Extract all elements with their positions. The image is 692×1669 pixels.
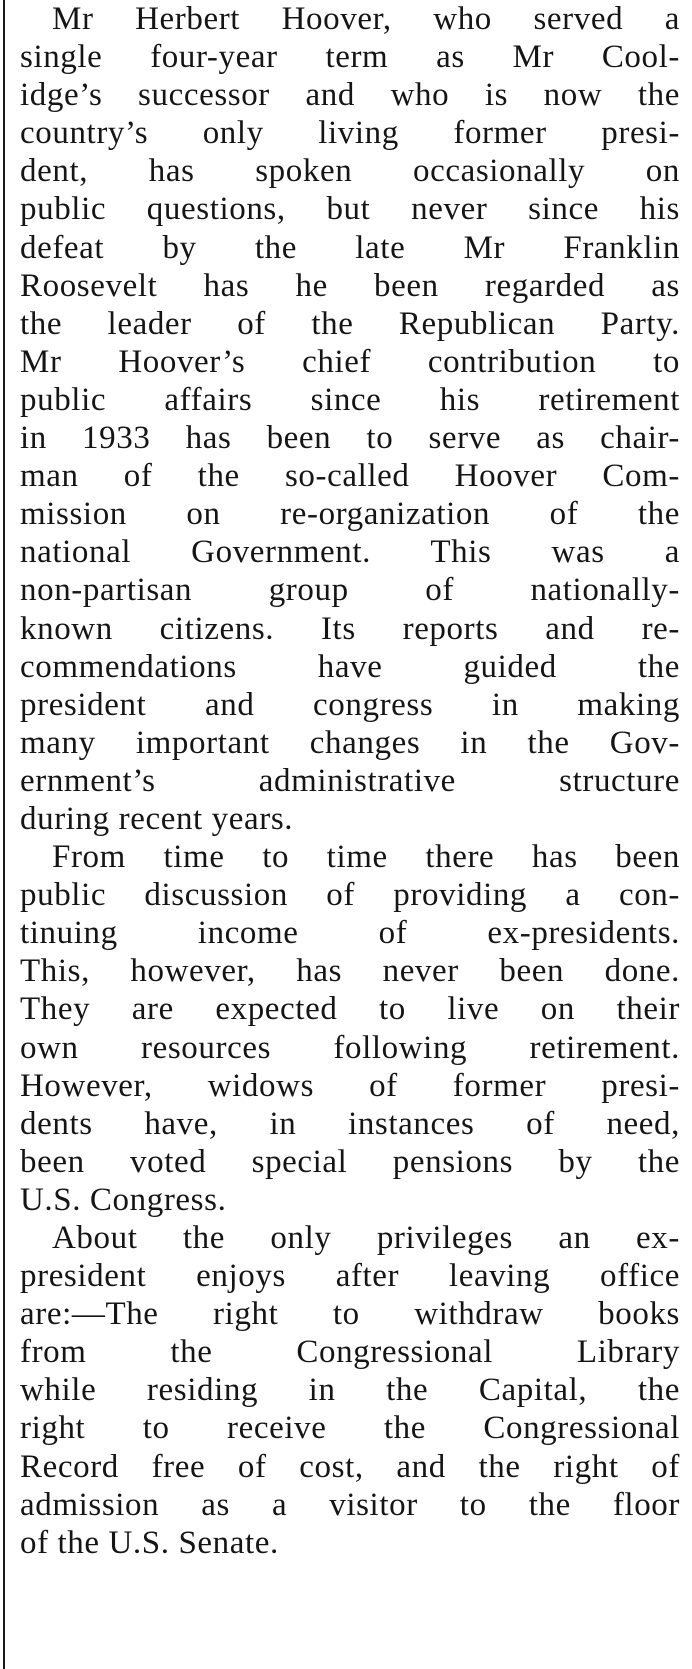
text-line: known citizens. Its reports and re- (20, 610, 680, 647)
text-line: Record free of cost, and the right of (20, 1448, 680, 1485)
text-line: own resources following retirement. (20, 1029, 680, 1066)
text-line: They are expected to live on their (20, 991, 680, 1028)
text-line: ernment’s administrative structure (20, 762, 680, 799)
text-line: during recent years. (20, 800, 294, 837)
text-line: right to receive the Congressional (20, 1410, 680, 1447)
text-line: mission on re-organization of the (20, 496, 680, 533)
text-line: public affairs since his retirement (20, 381, 680, 418)
text-line: single four-year term as Mr Cool- (20, 39, 680, 76)
text-line: Mr Hoover’s chief contribution to (20, 343, 680, 380)
text-line: This, however, has never been done. (20, 953, 680, 990)
text-line: are:—The right to withdraw books (20, 1296, 680, 1333)
text-line: been voted special pensions by the (20, 1143, 680, 1180)
article-body (20, 0, 680, 1562)
text-line: defeat by the late Mr Franklin (20, 229, 680, 266)
text-line: non-partisan group of nationally- (20, 572, 680, 609)
text-line: in 1933 has been to serve as chair- (20, 420, 680, 457)
text-line: national Government. This was a (20, 534, 680, 571)
text-line: commendations have guided the (20, 648, 680, 685)
text-line: admission as a visitor to the floor (20, 1486, 680, 1523)
text-line: public discussion of providing a con- (20, 877, 680, 914)
text-line: About the only privileges an ex- (52, 1220, 680, 1256)
text-line: while residing in the Capital, the (20, 1372, 680, 1409)
text-line: from the Congressional Library (20, 1334, 680, 1371)
text-line: U.S. Congress. (20, 1181, 227, 1218)
paragraph-pensions (20, 838, 680, 1219)
text-line: dent, has spoken occasionally on (20, 153, 680, 190)
text-line: president enjoys after leaving office (20, 1258, 680, 1295)
text-line: public questions, but never since his (20, 191, 680, 228)
text-line: Mr Herbert Hoover, who served a (52, 1, 680, 37)
text-line: president and congress in making (20, 686, 680, 723)
paragraph-privileges (20, 1219, 680, 1562)
text-line: From time to time there has been (52, 839, 680, 876)
text-line: However, widows of former presi- (20, 1067, 680, 1104)
text-line: many important changes in the Gov- (20, 724, 680, 761)
text-line: tinuing income of ex-presidents. (20, 915, 680, 952)
column-rule (3, 0, 5, 1669)
text-line: idge’s successor and who is now the (20, 77, 680, 114)
text-line: Roosevelt has he been regarded as (20, 267, 680, 304)
text-line: country’s only living former presi- (20, 115, 680, 152)
text-line: dents have, in instances of need, (20, 1105, 680, 1142)
text-line: of the U.S. Senate. (20, 1524, 279, 1561)
text-line: the leader of the Republican Party. (20, 305, 680, 342)
paragraph-hoover (20, 0, 680, 838)
text-line: man of the so-called Hoover Com- (20, 458, 680, 495)
